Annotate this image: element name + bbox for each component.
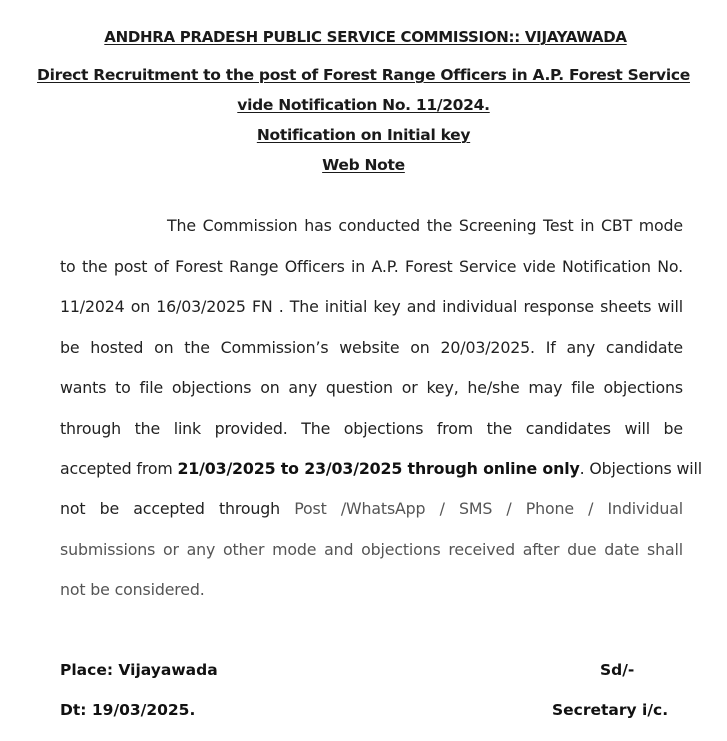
not-accepted-text: not be accepted through	[60, 499, 281, 518]
body-line-channels	[60, 499, 683, 518]
signature-mark: Sd/-	[600, 661, 635, 679]
web-note-title: Web Note	[322, 156, 405, 174]
body-line: be hosted on the Commission’s website on 20/03/2025. If any candidate	[60, 338, 683, 357]
objection-window: 21/03/2025 to 23/03/2025 through online only	[177, 459, 580, 478]
recruitment-heading: Direct Recruitment to the post of Forest Range Officers in A.P. Forest Service	[37, 66, 690, 84]
excluded-channels: Post /WhatsApp / SMS / Phone / Individual	[294, 499, 683, 518]
date-label: Dt: 19/03/2025.	[60, 701, 196, 719]
notice-title: Notification on Initial key	[256, 126, 471, 144]
commission-heading: ANDHRA PRADESH PUBLIC SERVICE COMMISSION:: VIJAYAWADA	[104, 28, 627, 46]
body-line: submissions or any other mode and objections received after due date shall	[60, 540, 683, 559]
objections-will-text: . Objections will	[579, 459, 702, 478]
body-line: 11/2024 on 16/03/2025 FN . The initial key and individual response sheets will	[60, 297, 683, 316]
body-line-dates	[60, 459, 702, 478]
body-line: not be considered.	[60, 580, 205, 599]
notification-reference: vide Notification No. 11/2024.	[237, 96, 490, 114]
body-line: wants to file objections on any question or key, he/she may file objections	[60, 378, 683, 397]
place-label: Place: Vijayawada	[60, 661, 218, 679]
accepted-from-text: accepted from	[60, 459, 173, 478]
body-line: to the post of Forest Range Officers in A.P. Forest Service vide Notification No.	[60, 257, 683, 276]
body-line: The Commission has conducted the Screening Test in CBT mode	[167, 216, 683, 235]
designation-label: Secretary i/c.	[552, 701, 669, 719]
body-line: through the link provided. The objections from the candidates will be	[60, 419, 683, 438]
